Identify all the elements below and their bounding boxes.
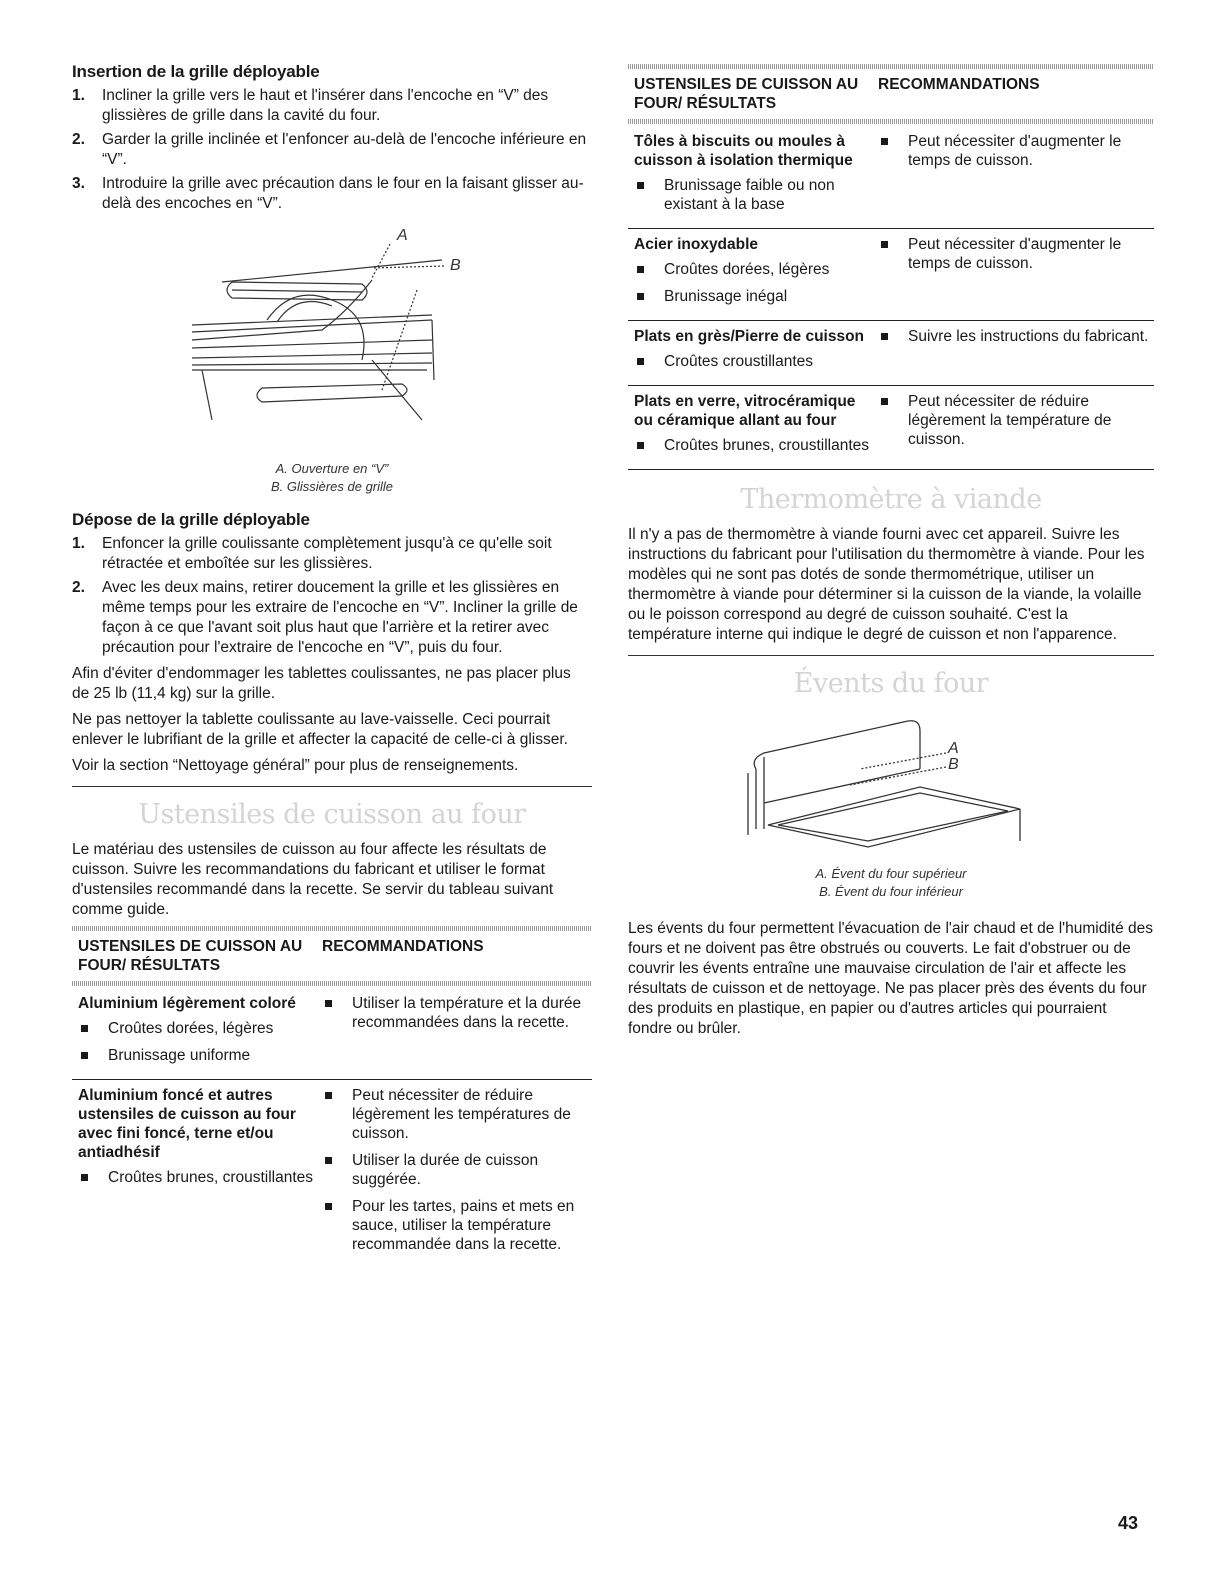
vent-caption-a: A. Évent du four supérieur (815, 866, 967, 881)
oven-vent-illustration (628, 709, 1154, 909)
table-row: Plats en grès/Pierre de cuisson Croûtes croustillantes Suivre les instructions du fabricant. (628, 321, 1154, 386)
oven-vents-text: Les évents du four permettent l'évacuation de l'air chaud et de l'humidité des fours et ne doivent pas être obstrués ou couverts. Le fait d'obstruer ou de couvrir les évents entraîne une mauvaise circulation de l'air et affecte les résultats de cuisson et de nettoyage. Ne pas placer près des évents du four des produits en plastique, en papier ou d'autres articles qui pourraient fondre ou brûler. (628, 920, 1154, 1037)
bakeware-table-right (628, 64, 1154, 470)
table-header: USTENSILES DE CUISSON AU FOUR/ RÉSULTATS RECOMMANDATIONS (634, 76, 1040, 112)
section-divider (628, 655, 1154, 656)
weight-warning-paragraph: Afin d'éviter d'endommager les tablettes coulissantes, ne pas placer plus de 25 lb (11,4 kg) sur la grille. (72, 665, 571, 702)
bakeware-intro: Le matériau des ustensiles de cuisson au four affecte les résultats de cuisson. Suivre les recommandations du fabricant et utiliser le format d'ustensiles recommandé dans la recette. Se servir du tableau suivant comme guide. (72, 841, 554, 918)
rack-illustration (72, 220, 592, 506)
insert-step: 2. Garder la grille inclinée et l'enfoncer au-delà de l'encoche inférieure en “V”. (72, 131, 587, 168)
table-row: Aluminium légèrement coloré Croûtes dorées, légères Brunissage uniforme Utiliser la température et la durée recommandées dans la recette. (72, 988, 592, 1080)
rack-label-a: A (397, 227, 408, 244)
dishwasher-warning-paragraph: Ne pas nettoyer la tablette coulissante au lave-vaisselle. Ceci pourrait enlever le lubrifiant de la grille et affecter la capacité de celle-ci à glisser. (72, 711, 568, 748)
meat-thermometer-heading: Thermomètre à viande (740, 484, 1042, 515)
table-header: USTENSILES DE CUISSON AU FOUR/ RÉSULTATS RECOMMANDATIONS (78, 938, 484, 974)
right-column (628, 62, 1154, 1045)
rack-caption-b: B. Glissières de grille (270, 479, 394, 494)
table-row: Tôles à biscuits ou moules à cuisson à isolation thermique Brunissage faible ou non existant à la base Peut nécessiter d'augmenter le temps de cuisson. (628, 126, 1154, 229)
meat-thermometer-text: Il n'y a pas de thermomètre à viande fourni avec cet appareil. Suivre les instructions du fabricant pour l'utilisation du thermomètre à viande. Pour les modèles qui ne sont pas dotés de sonde thermométrique, utiliser un thermomètre à viande pour déterminer si la cuisson de la viande, la volaille ou le poisson correspond au degré de cuisson souhaité. C'est la température interne qui indique le degré de cuisson et non l'apparence. (628, 526, 1145, 643)
vent-label-a: A (948, 740, 959, 757)
oven-vent-drawing (628, 709, 1154, 861)
rack-caption-a: A. Ouverture en “V” (275, 461, 389, 476)
vent-caption-b: B. Évent du four inférieur (819, 884, 963, 899)
remove-step: 2. Avec les deux mains, retirer doucement la grille et les glissières en même temps pour les extraire de l'encoche en “V”. Incliner la grille de façon à ce que l'avant soit plus haut que l'arrière et la retirer avec précaution pour l'extraire de l'encoche en “V”, puis du four. (72, 579, 578, 656)
rack-label-b: B (450, 257, 461, 274)
insert-step: 3. Introduire la grille avec précaution dans le four en la faisant glisser au-delà des encoches en “V”. (72, 175, 584, 212)
table-row: Acier inoxydable Croûtes dorées, légères Brunissage inégal Peut nécessiter d'augmenter le temps de cuisson. (628, 229, 1154, 321)
insert-steps (72, 86, 592, 214)
remove-rack-heading: Dépose de la grille déployable (72, 510, 310, 529)
page-number: 43 (1118, 1513, 1139, 1533)
insert-rack-heading: Insertion de la grille déployable (72, 62, 320, 81)
remove-steps (72, 534, 592, 658)
table-row: Aluminium foncé et autres ustensiles de cuisson au four avec fini foncé, terne et/ou antiadhésif Croûtes brunes, croustillantes Peut nécessiter de réduire légèrement les températures de cuisson. Utiliser la durée de cuisson suggérée. Pour les tartes, pains et mets en sauce, utiliser la température recommandée dans la recette. (72, 1080, 592, 1268)
section-divider (72, 786, 592, 787)
table-row: Plats en verre, vitrocéramique ou céramique allant au four Croûtes brunes, croustillantes Peut nécessiter de réduire légèrement la température de cuisson. (628, 386, 1154, 470)
vent-label-b: B (948, 756, 959, 773)
oven-vents-heading: Évents du four (793, 668, 989, 699)
left-column (72, 62, 592, 1268)
rack-drawing (72, 220, 592, 460)
bakeware-heading: Ustensiles de cuisson au four (138, 799, 526, 830)
remove-step: 1. Enfoncer la grille coulissante complètement jusqu'à ce qu'elle soit rétractée et emboîtée sur les glissières. (72, 535, 552, 572)
insert-step: 1. Incliner la grille vers le haut et l'insérer dans l'encoche en “V” des glissières de grille dans la cavité du four. (72, 87, 549, 124)
bakeware-table-left (72, 926, 592, 1268)
see-section-paragraph: Voir la section “Nettoyage général” pour plus de renseignements. (72, 757, 519, 774)
